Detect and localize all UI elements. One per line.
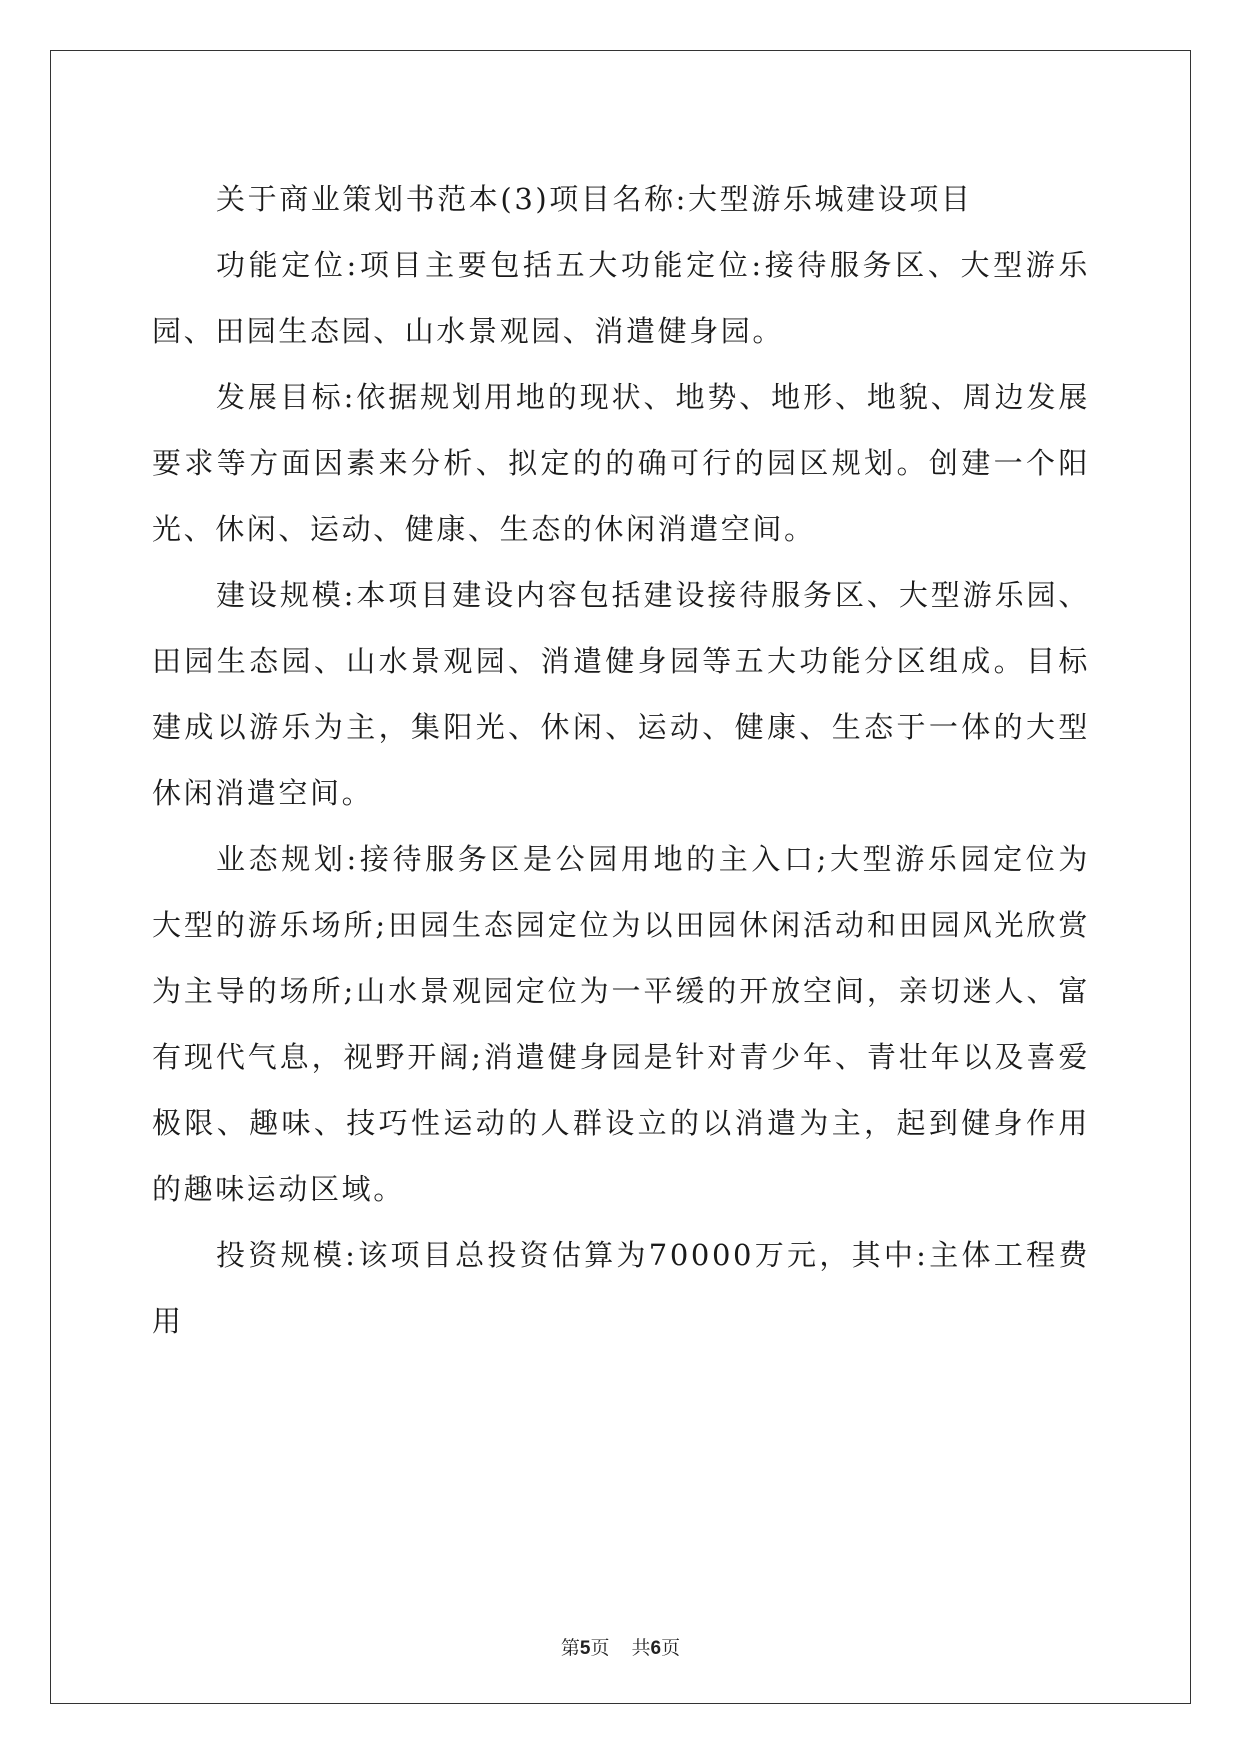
footer-page-prefix: 第 (560, 1637, 580, 1659)
footer-total-prefix: 共 (631, 1637, 651, 1659)
paragraph-business-planning: 业态规划:接待服务区是公园用地的主入口;大型游乐园定位为大型的游乐场所;田园生态园定位为以田园休闲活动和田园风光欣赏为主导的场所;山水景观园定位为一平缓的开放空间，亲切迷人、富有现代气息，视野开阔;消遣健身园是针对青少年、青壮年以及喜爱极限、趣味、技巧性运动的人群设立的以消遣为主，起到健身作用的趣味运动区域。 (152, 842, 1090, 1206)
paragraph-title: 关于商业策划书范本(3)项目名称:大型游乐城建设项目 (216, 182, 973, 216)
footer-page-number: 5 (579, 1638, 591, 1659)
footer-page-suffix: 页 (590, 1637, 610, 1659)
paragraph-construction-scale: 建设规模:本项目建设内容包括建设接待服务区、大型游乐园、田园生态园、山水景观园、消遣健身园等五大功能分区组成。目标建成以游乐为主，集阳光、休闲、运动、健康、生态于一体的大型休闲消遣空间。 (152, 578, 1090, 810)
page-footer (0, 1633, 1241, 1660)
paragraph-function-positioning: 功能定位:项目主要包括五大功能定位:接待服务区、大型游乐园、田园生态园、山水景观园、消遣健身园。 (152, 248, 1090, 348)
footer-total-suffix: 页 (661, 1637, 681, 1659)
paragraph-development-goal: 发展目标:依据规划用地的现状、地势、地形、地貌、周边发展要求等方面因素来分析、拟定的的确可行的园区规划。创建一个阳光、休闲、运动、健康、生态的休闲消遣空间。 (152, 380, 1090, 546)
footer-total-number: 6 (650, 1638, 662, 1659)
paragraph-investment-scale: 投资规模:该项目总投资估算为70000万元，其中:主体工程费用 (152, 1238, 1090, 1338)
document-body (152, 166, 1090, 1354)
